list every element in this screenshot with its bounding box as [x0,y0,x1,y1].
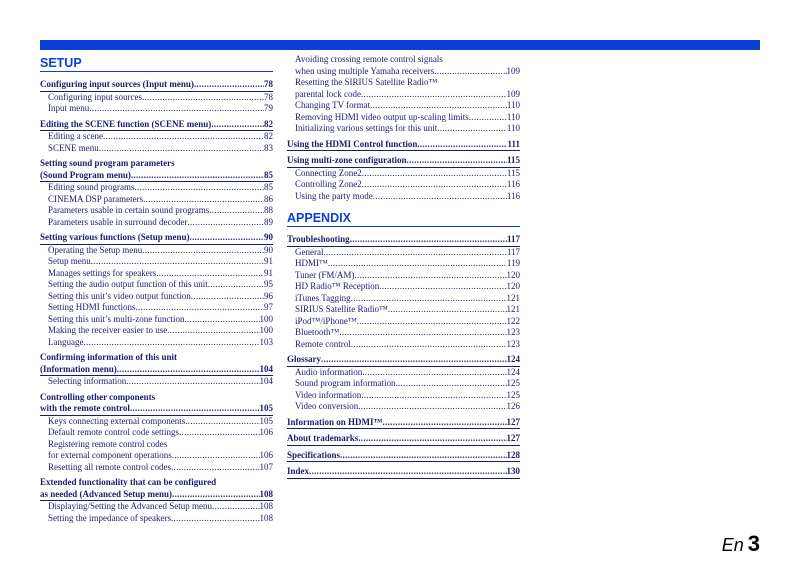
toc-entry-main[interactable] [40,403,273,416]
toc-entry-title: Editing the SCENE function (SCENE menu) [40,118,212,129]
dot-leader [350,234,507,246]
toc-entry-sub[interactable] [287,191,520,203]
toc-page-number: 86 [264,193,273,204]
toc-page-number: 104 [259,376,273,386]
toc-appendix-groups [287,234,520,479]
toc-entry-title: Glossary [287,354,322,364]
dot-leader [340,450,507,462]
dot-leader [136,302,265,314]
toc-entry-title: Audio information [295,366,363,377]
toc-group [287,462,520,479]
toc-group [40,348,273,388]
dot-leader [309,466,506,478]
toc-entry-label: Confirming information of this unit [40,352,178,362]
toc-entry-title: Editing sound programs [48,182,135,192]
dot-leader [187,217,264,229]
toc-entry-title: About trademarks [287,433,359,443]
toc-entry-sub[interactable] [40,314,273,326]
dot-leader [407,155,507,167]
dot-leader [362,179,507,191]
toc-entry-main[interactable] [287,234,520,247]
toc-entry-title: CINEMA DSP parameters [48,193,144,204]
toc-entry-title: Setting various functions (Setup menu) [40,232,190,242]
toc-page-number: 110 [506,100,520,110]
toc-page-number: 115 [506,155,520,165]
toc-entry-title: Using multi-zone configuration [287,155,407,165]
toc-page-number: 116 [506,190,520,201]
toc-entry-sub[interactable] [40,462,273,474]
toc-entry-sub[interactable] [287,89,520,101]
toc-entry-main[interactable] [287,466,520,479]
toc-page-number: 123 [506,327,520,337]
dot-leader [434,66,506,78]
toc-entry-sub[interactable] [40,302,273,314]
toc-entry-title: Configuring input sources (Input menu) [40,79,194,89]
toc-entry-sub[interactable] [40,131,273,143]
toc-entry-title: Video conversion [295,401,359,411]
toc-page-number: 82 [264,131,273,141]
dot-leader [373,191,507,203]
toc-entry-sub[interactable] [287,270,520,282]
toc-page-number: 106 [259,450,273,460]
toc-entry-sub[interactable] [40,205,273,217]
toc-entry-title: with the remote control [40,403,130,413]
toc-entry-title: Using the party mode [295,190,373,201]
page-number: 3 [747,531,760,556]
dot-leader [126,376,259,388]
toc-entry-sub[interactable] [40,143,273,155]
toc-page-number: 126 [506,401,520,411]
toc-group [287,429,520,446]
toc-entry-title: for external component operations [48,450,172,460]
toc-entry-title: Tuner (FM/AM) [295,269,355,280]
toc-entry-title: Configuring input sources [48,91,142,102]
toc-entry-main[interactable] [287,354,520,367]
toc-page-number: 107 [259,461,273,472]
toc-page-number: 103 [259,336,273,347]
toc-page-number: 82 [264,118,273,129]
toc-entry-main[interactable] [40,364,273,377]
toc-group [287,446,520,463]
toc-entry-title: Controlling Zone2 [295,179,362,189]
toc-entry-sub[interactable] [40,501,273,513]
dot-leader [383,417,507,429]
toc-page-number: 78 [264,91,273,102]
toc-entry-sub[interactable] [40,325,273,337]
toc-page-number: 116 [506,179,520,189]
toc-left-groups [40,79,273,524]
toc-entry-sub[interactable] [287,168,520,180]
toc-page-number: 121 [506,292,520,303]
toc-entry-title: when using multiple Yamaha receivers [295,65,435,76]
toc-page-number: 109 [506,88,520,99]
toc-page-number: 79 [264,103,273,113]
dot-leader [351,293,507,305]
toc-entry-sub[interactable] [40,268,273,280]
dot-leader [131,170,264,182]
toc-entry-main[interactable] [40,79,273,92]
dot-leader [211,119,264,131]
toc-page-number: 105 [259,403,273,413]
toc-entry-sub[interactable] [287,123,520,135]
toc-entry-sub[interactable] [40,450,273,462]
dot-leader [156,268,264,280]
toc-entry-sub[interactable] [40,182,273,194]
section-heading-setup: SETUP [40,56,273,72]
toc-entry-title: Removing HDMI video output up-scaling limits [295,111,469,122]
toc-entry-label: Resetting the SIRIUS Satellite Radio™ [295,77,438,87]
toc-page-number: 105 [259,415,273,426]
toc-entry-title: Operating the Setup menu [48,244,143,255]
toc-entry-title: Setting this unit’s multi-zone function [48,313,185,324]
dot-leader [83,337,259,349]
toc-entry-title: Troubleshooting [287,234,350,244]
toc-entry-title: parental lock code [295,88,361,99]
toc-entry-title: (Information menu) [40,363,117,374]
toc-group [40,115,273,155]
dot-leader [358,433,506,445]
toc-entry-label: Avoiding crossing remote control signals [295,54,443,64]
dot-leader [362,367,506,379]
toc-entry-main[interactable] [287,155,520,168]
toc-page-number: 108 [259,512,273,523]
toc-entry-sub[interactable] [40,416,273,428]
dot-leader [396,378,507,390]
toc-entry-sub[interactable] [40,279,273,291]
toc-page-number: 95 [264,279,273,289]
toc-entry-title: Using the HDMI Control function [287,138,418,149]
dot-leader [323,247,506,259]
toc-entry-sub[interactable] [287,339,520,351]
toc-entry-title: iPod™/iPhone™ [295,315,357,326]
toc-entry-sub[interactable] [40,194,273,206]
toc-page-number: 115 [506,167,520,178]
toc-entry-label: Registering remote control codes [48,438,168,449]
toc-page-number: 120 [506,281,520,291]
toc-entry-sub[interactable] [287,100,520,112]
dot-leader [469,112,507,124]
toc-page-number: 100 [259,325,273,335]
toc-page-number: 110 [506,111,520,122]
toc-group [287,135,520,152]
dot-leader [209,205,264,217]
toc-entry-title: Parameters usable in certain sound programs [48,205,210,215]
dot-leader [172,450,260,462]
dot-leader [135,182,265,194]
toc-entry-sub[interactable] [40,217,273,229]
toc-group [40,154,273,228]
toc-entry-title: Making the receiver easier to use [48,325,168,335]
toc-entry-main[interactable] [40,489,273,502]
toc-entry-sub[interactable] [287,327,520,339]
dot-leader [370,100,507,112]
toc-group [287,413,520,430]
toc-entry-title: Information on HDMI™ [287,416,383,427]
dot-leader [190,232,264,244]
dot-leader [362,168,507,180]
toc-entry-title: Setting this unit’s video output function [48,290,191,301]
toc-entry-main[interactable] [40,170,273,183]
toc-entry-title: as needed (Advanced Setup menu) [40,488,173,499]
dot-leader [89,103,264,115]
toc-page-number: 104 [259,363,273,374]
dot-leader [117,364,260,376]
dot-leader [351,339,507,351]
toc-entry-title: Sound program information [295,378,396,388]
toc-group [287,350,520,413]
toc-page-number: 124 [506,366,520,377]
dot-leader [172,489,259,501]
dot-leader [208,279,264,291]
section-heading-appendix: APPENDIX [287,211,520,227]
dot-leader [361,89,507,101]
toc-entry-sub[interactable] [40,245,273,257]
toc-entry-label: Extended functionality that can be configured [40,477,217,487]
toc-page-number: 90 [264,232,273,242]
toc-entry-title: Remote control [295,338,351,349]
toc-entry-label: Setting sound program parameters [40,158,175,168]
toc-page-number: 90 [264,244,273,255]
toc-page-number: 121 [506,304,520,314]
dot-leader [437,123,507,135]
toc-entry-title: Input menu [48,103,90,113]
toc-column-left [40,54,273,524]
toc-entry-sub[interactable] [287,316,520,328]
toc-entry-title: Displaying/Setting the Advanced Setup menu [48,501,212,511]
toc-entry-title: HD Radio™ Reception [295,281,380,291]
toc-page-number: 97 [264,302,273,312]
toc-entry-title: Parameters usable in surround decoder [48,216,188,227]
toc-entry-main[interactable] [40,232,273,245]
toc-page-number: 125 [506,389,520,400]
toc-page-number: 85 [264,182,273,192]
dot-leader [191,291,264,303]
toc-entry-sub[interactable] [40,376,273,388]
toc-entry-sub[interactable] [40,427,273,439]
toc-group [40,388,273,474]
toc-entry-title: Setting the impedance of speakers [48,512,171,523]
toc-page-number: 117 [506,246,520,257]
dot-leader [361,390,506,402]
toc-entry-sub[interactable] [287,247,520,259]
dot-leader [171,462,260,474]
toc-page-number: 89 [264,216,273,227]
toc-page-number: 100 [259,313,273,324]
dot-leader [103,131,264,143]
toc-entry-title: Initializing various settings for this unit [295,123,438,133]
toc-page-number: 117 [506,234,520,244]
dot-leader [328,258,507,270]
toc-page-number: 125 [506,378,520,388]
dot-leader [99,143,264,155]
toc-page-number: 96 [264,290,273,301]
toc-page-number: 83 [264,142,273,153]
dot-leader [143,194,264,206]
toc-page-number: 109 [506,65,520,76]
toc-page-number: 108 [259,488,273,499]
toc-entry-sub[interactable] [40,337,273,349]
toc-entry-title: Keys connecting external components [48,415,186,426]
toc-entry-title: Changing TV format [295,100,371,110]
dot-leader [358,401,506,413]
dot-leader [417,139,507,151]
toc-entry-title: Default remote control code settings [48,427,179,437]
toc-entry-sub[interactable] [287,390,520,402]
dot-leader [130,403,260,415]
dot-leader [167,325,259,337]
toc-entry-title: General [295,246,324,257]
dot-leader [354,270,506,282]
dot-leader [339,327,506,339]
dot-leader [179,427,260,439]
toc-entry-main[interactable] [287,417,520,430]
toc-page-number: 119 [506,258,520,268]
toc-page-number: 108 [259,501,273,511]
toc-entry-title: Bluetooth™ [295,327,340,337]
toc-page-number: 130 [506,466,520,476]
toc-entry-title: Connecting Zone2 [295,167,362,178]
toc-entry-title: Setting HDMI functions [48,302,136,312]
toc-page-number: 124 [506,354,520,364]
toc-page-number: 88 [264,205,273,215]
dot-leader [185,314,260,326]
toc-entry-sub[interactable] [287,179,520,191]
toc-entry-sub[interactable] [40,291,273,303]
page-footer [722,531,760,557]
toc-group [287,54,520,135]
dot-leader [194,79,264,91]
dot-leader [91,256,264,268]
toc-entry-sub[interactable] [287,112,520,124]
language-label: En [721,535,744,555]
toc-group [40,79,273,115]
toc-entry-main[interactable] [287,139,520,152]
toc-entry-sub[interactable] [287,304,520,316]
toc-right-groups [287,54,520,202]
toc-entry-sub[interactable] [287,367,520,379]
toc-entry-title: Selecting information [48,376,127,386]
dot-leader [142,92,264,104]
dot-leader [388,304,507,316]
toc-group [40,473,273,524]
toc-entry-title: Resetting all remote control codes [48,461,171,472]
toc-entry-sub[interactable] [287,401,520,413]
toc-entry-title: Setting the audio output function of this unit [48,279,208,289]
toc-page-number: 85 [264,169,273,180]
toc-group [287,234,520,350]
toc-entry-main[interactable] [40,119,273,132]
toc-entry-title: (Sound Program menu) [40,169,131,180]
toc-entry-title: Specifications [287,449,340,460]
dot-leader [142,245,264,257]
toc-entry-title: Manages settings for speakers [48,267,157,278]
dot-leader [212,501,260,513]
toc-entry-sub[interactable] [287,281,520,293]
toc-entry-title: HDMI™ [295,258,328,268]
toc-entry-title: Index [287,466,310,476]
toc-entry-title: Setup menu [48,256,91,266]
toc-entry-sub[interactable] [40,103,273,115]
toc-entry-main[interactable] [287,450,520,463]
toc-entry-sub[interactable] [287,66,520,78]
header-bar [40,40,760,50]
toc-entry-main[interactable] [287,433,520,446]
toc-entry-sub[interactable] [40,513,273,525]
toc-page-number: 78 [264,79,273,89]
toc-entry-title: Editing a scene [48,131,103,141]
toc-page-number: 123 [506,338,520,349]
dot-leader [185,416,259,428]
toc-entry-title: Language [48,336,84,347]
toc-page-number: 127 [506,416,520,427]
dot-leader [171,513,260,525]
toc-entry-sub[interactable] [287,293,520,305]
toc-entry-sub[interactable] [40,256,273,268]
toc-entry-title: iTunes Tagging [295,292,351,303]
toc-page-number: 91 [264,256,273,266]
toc-page-number: 128 [506,449,520,460]
toc-entry-sub[interactable] [287,378,520,390]
toc-entry-label: Controlling other components [40,391,156,402]
toc-entry-title: Video information [295,389,362,400]
dot-leader [357,316,507,328]
toc-page-number: 110 [506,123,520,133]
toc-entry-title: SIRIUS Satellite Radio™ [295,304,388,314]
toc-group [287,151,520,202]
toc-page-number: 106 [259,427,273,437]
dot-leader [379,281,506,293]
toc-group [40,228,273,348]
toc-entry-sub[interactable] [40,92,273,104]
toc-page-number: 91 [264,267,273,278]
toc-page-number: 122 [506,315,520,326]
toc-page-number: 111 [507,138,520,149]
toc-page-number: 120 [506,269,520,280]
toc-entry-sub[interactable] [287,258,520,270]
toc-column-right [287,54,520,479]
toc-entry-title: SCENE menu [48,142,99,153]
dot-leader [321,354,506,366]
toc-page-number: 127 [506,433,520,443]
